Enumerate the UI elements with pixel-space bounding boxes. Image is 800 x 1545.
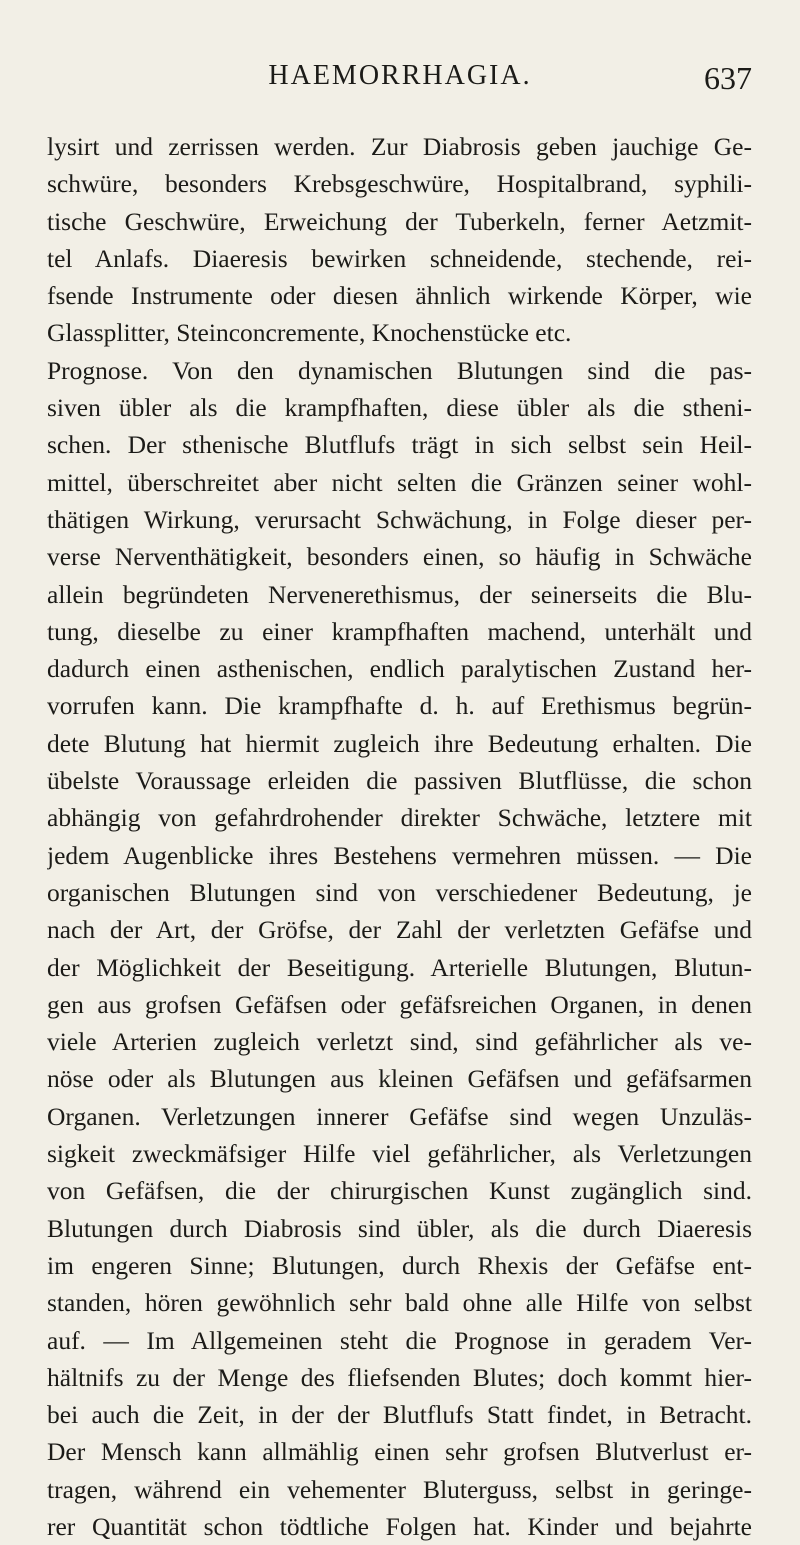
text-line: übelste Voraussage erleiden die passiven Blutflüsse, die schon	[47, 766, 752, 796]
text-line: im engeren Sinne; Blutungen, durch Rhexis der Gefäfse ent-	[47, 1250, 752, 1280]
text-line: hältnifs zu der Menge des fliefsenden Blutes; doch kommt hier-	[47, 1362, 752, 1392]
text-line: Blutungen durch Diabrosis sind übler, als die durch Diaeresis	[47, 1213, 752, 1243]
text-line: tel Anlafs. Diaeresis bewirken schneidende, stechende, rei-	[47, 243, 752, 273]
running-title: HAEMORRHAGIA.	[268, 60, 532, 91]
text-line: nach der Art, der Gröfse, der Zahl der verletzten Gefäfse und	[47, 915, 752, 945]
text-line: standen, hören gewöhnlich sehr bald ohne alle Hilfe von selbst	[47, 1288, 752, 1318]
text-line: bei auch die Zeit, in der der Blutflufs Statt findet, in Betracht.	[47, 1400, 752, 1430]
text-line: tung, dieselbe zu einer krampfhaften machend, unterhält und	[47, 616, 752, 646]
text-line: allein begründeten Nervenerethismus, der seinerseits die Blu-	[47, 579, 752, 609]
text-line: Der Mensch kann allmählig einen sehr grofsen Blutverlust er-	[47, 1437, 752, 1467]
text-line: viele Arterien zugleich verletzt sind, sind gefährlicher als ve-	[47, 1027, 752, 1057]
text-line: thätigen Wirkung, verursacht Schwächung, in Folge dieser per-	[47, 504, 752, 534]
text-line: tragen, während ein vehementer Bluterguss, selbst in geringe-	[47, 1474, 752, 1504]
text-line: verse Nerventhätigkeit, besonders einen, so häufig in Schwäche	[47, 542, 752, 572]
text-line: der Möglichkeit der Beseitigung. Arterielle Blutungen, Blutun-	[47, 952, 752, 982]
text-body	[47, 128, 752, 1545]
text-line: fsende Instrumente oder diesen ähnlich wirkende Körper, wie	[47, 281, 752, 311]
text-line: lysirt und zerrissen werden. Zur Diabrosis geben jauchige Ge-	[47, 132, 752, 161]
text-line: rer Quantität schon tödtliche Folgen hat. Kinder und bejahrte	[47, 1511, 752, 1541]
text-line: organischen Blutungen sind von verschiedener Bedeutung, je	[47, 877, 752, 907]
page-header	[0, 60, 800, 110]
text-line: gen aus grofsen Gefäfsen oder gefäfsreichen Organen, in denen	[47, 989, 752, 1019]
page-number: 637	[704, 60, 752, 96]
text-line: siven übler als die krampfhaften, diese übler als die stheni-	[47, 393, 752, 423]
text-line: dete Blutung hat hiermit zugleich ihre Bedeutung erhalten. Die	[47, 728, 752, 758]
text-line: jedem Augenblicke ihres Bestehens vermehren müssen. — Die	[47, 840, 752, 870]
text-line: vorrufen kann. Die krampfhafte d. h. auf Erethismus begrün-	[47, 691, 752, 721]
text-line: abhängig von gefahrdrohender direkter Schwäche, letztere mit	[47, 803, 752, 833]
text-line: schwüre, besonders Krebsgeschwüre, Hospitalbrand, syphili-	[47, 169, 752, 199]
text-line: schen. Der sthenische Blutflufs trägt in sich selbst sein Heil-	[47, 430, 752, 460]
text-line: sigkeit zweckmäfsiger Hilfe viel gefährlicher, als Verletzungen	[47, 1139, 752, 1169]
text-line: dadurch einen asthenischen, endlich paralytischen Zustand her-	[47, 654, 752, 684]
text-line: tische Geschwüre, Erweichung der Tuberkeln, ferner Aetzmit-	[47, 206, 752, 236]
text-line: von Gefäfsen, die der chirurgischen Kunst zugänglich sind.	[47, 1176, 752, 1206]
text-line: nöse oder als Blutungen aus kleinen Gefäfsen und gefäfsarmen	[47, 1064, 752, 1094]
text-line: auf. — Im Allgemeinen steht die Prognose in geradem Ver-	[47, 1325, 752, 1355]
text-line: Glassplitter, Steinconcremente, Knochenstücke etc.	[47, 318, 572, 348]
text-line: Prognose. Von den dynamischen Blutungen sind die pas-	[47, 355, 752, 385]
text-line: Organen. Verletzungen innerer Gefäfse sind wegen Unzuläs-	[47, 1101, 752, 1131]
text-line: mittel, überschreitet aber nicht selten die Gränzen seiner wohl-	[47, 467, 752, 497]
